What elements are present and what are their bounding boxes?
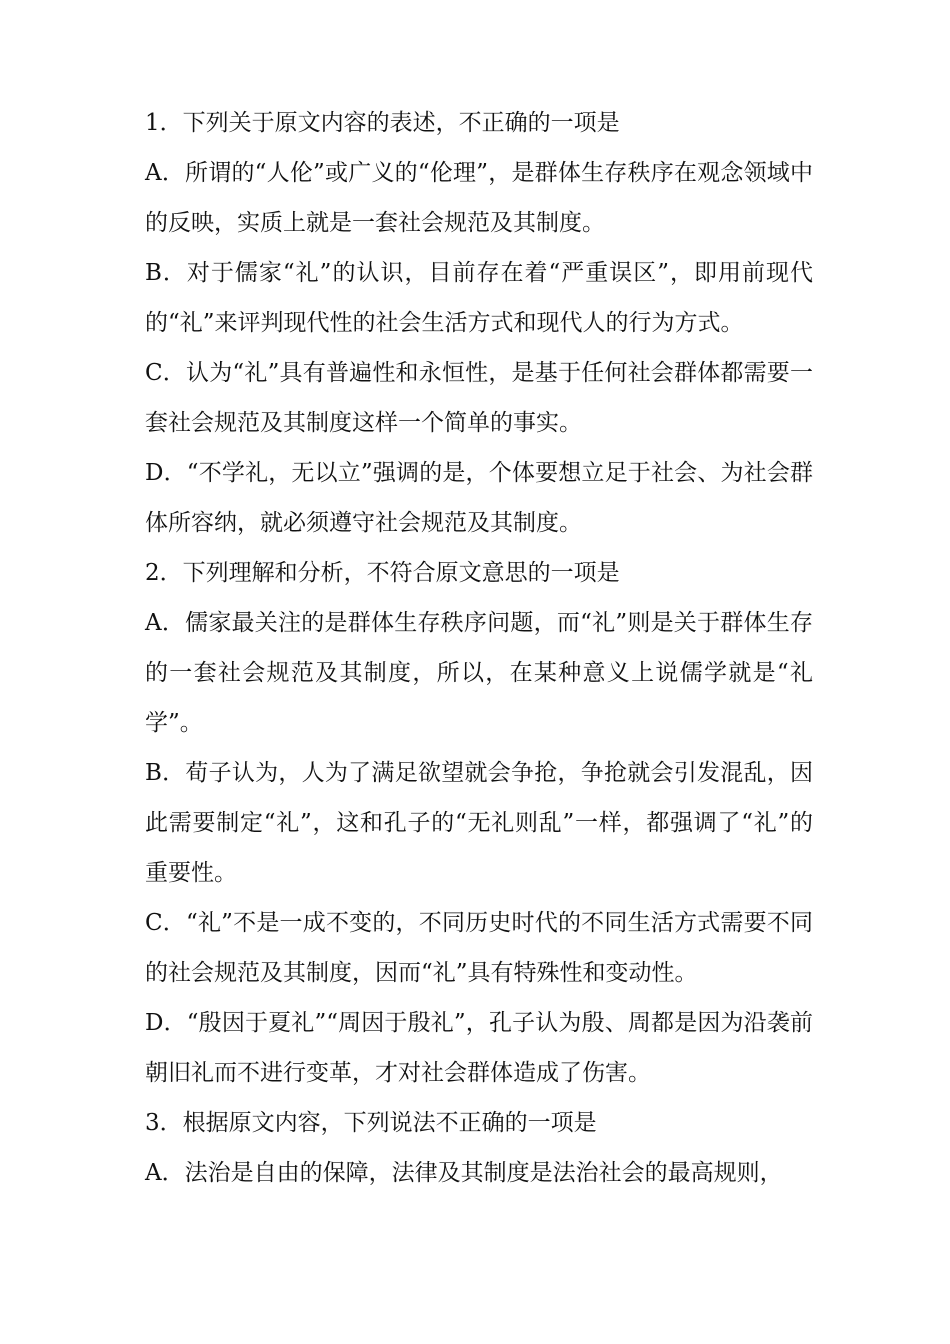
question-1-option-d: D．“不学礼，无以立”强调的是，个体要想立足于社会、为社会群体所容纳，就必须遵守社会规范及其制度。 — [145, 460, 813, 536]
question-2-option-a: A．儒家最关注的是群体生存秩序问题，而“礼”则是关于群体生存的一套社会规范及其制度，所以，在某种意义上说儒学就是“礼学”。 — [145, 610, 813, 736]
question-2-stem: 2．下列理解和分析，不符合原文意思的一项是 — [145, 560, 620, 586]
question-1-option-c: C．认为“礼”具有普遍性和永恒性，是基于任何社会群体都需要一套社会规范及其制度这样一个简单的事实。 — [145, 360, 813, 436]
question-3-option-a: A．法治是自由的保障，法律及其制度是法治社会的最高规则， — [145, 1160, 783, 1186]
question-2-option-c: C．“礼”不是一成不变的，不同历史时代的不同生活方式需要不同的社会规范及其制度，因而“礼”具有特殊性和变动性。 — [145, 910, 813, 986]
question-2-option-b: B．荀子认为，人为了满足欲望就会争抢，争抢就会引发混乱，因此需要制定“礼”，这和孔子的“无礼则乱”一样，都强调了“礼”的重要性。 — [145, 760, 813, 886]
question-2-option-d: D．“殷因于夏礼”“周因于殷礼”，孔子认为殷、周都是因为沿袭前朝旧礼而不进行变革，才对社会群体造成了伤害。 — [145, 1010, 813, 1086]
question-1-option-b: B．对于儒家“礼”的认识，目前存在着“严重误区”，即用前现代的“礼”来评判现代性的社会生活方式和现代人的行为方式。 — [145, 260, 813, 336]
question-text — [145, 98, 813, 1198]
question-3-stem: 3．根据原文内容，下列说法不正确的一项是 — [145, 1110, 597, 1136]
question-1-option-a: A．所谓的“人伦”或广义的“伦理”，是群体生存秩序在观念领域中的反映，实质上就是一套社会规范及其制度。 — [145, 160, 813, 236]
question-1-stem: 1．下列关于原文内容的表述，不正确的一项是 — [145, 110, 620, 136]
